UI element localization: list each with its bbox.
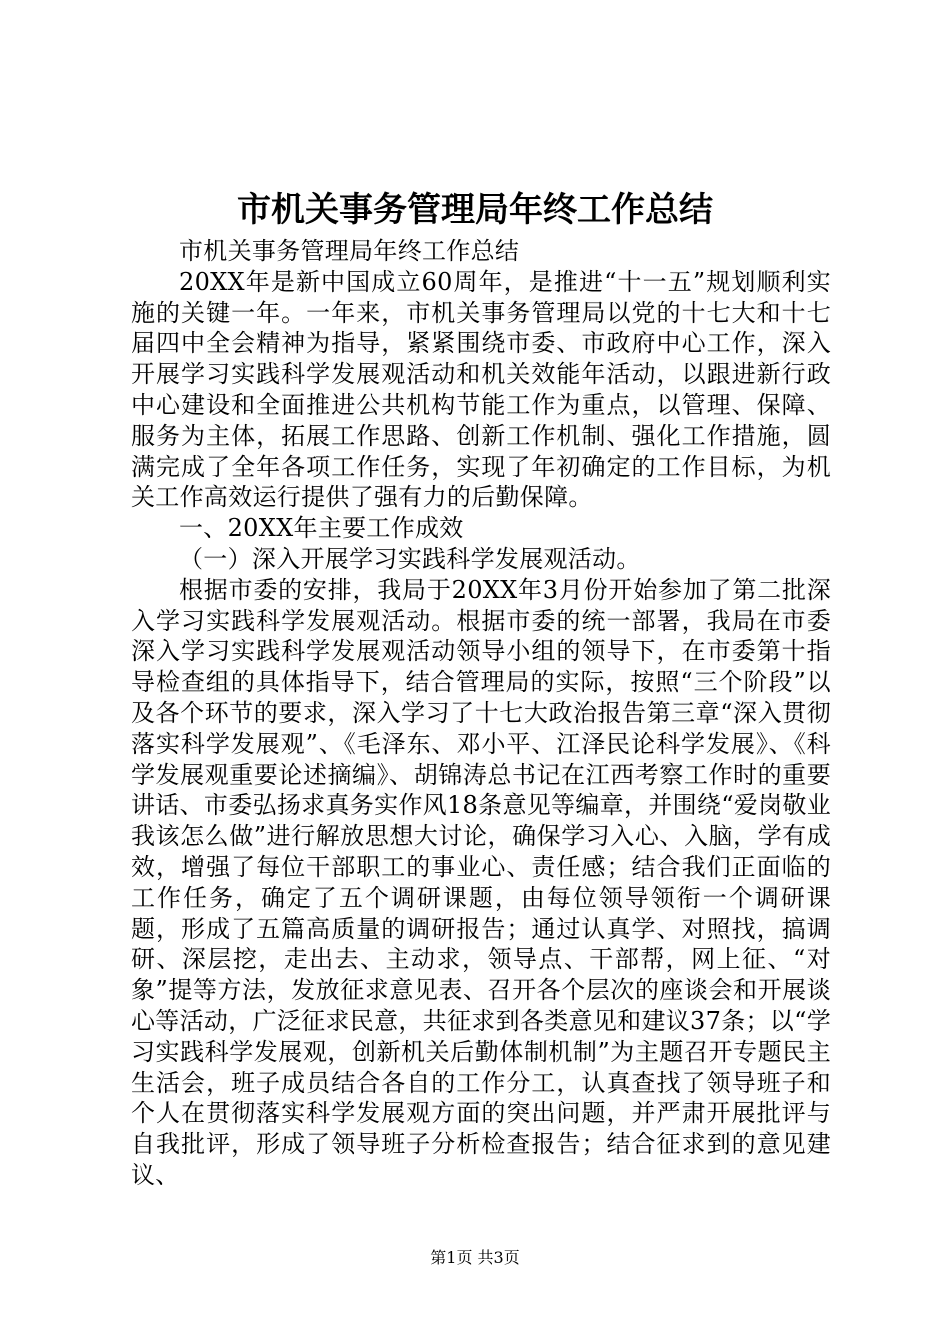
body-paragraph: 根据市委的安排，我局于20XX年3月份开始参加了第二批深入学习实践科学发展观活动。根据市委的统一部署，我局在市委深入学习实践科学发展观活动领导小组的领导下，在市委第十指导检查组的具体指导下，结合管理局的实际，按照“三个阶段”以及各个环节的要求，深入学习了十七大政治报告第三章“深入贯彻落实科学发展观”、《毛泽东、邓小平、江泽民论科学发展》、《科学发展观重要论述摘编》、胡锦涛总书记在江西考察工作时的重要讲话、市委弘扬求真务实作风18条意见等编章，并围绕“爱岗敬业我该怎么做”进行解放思想大讨论，确保学习入心、入脑，学有成效，增强了每位干部职工的事业心、责任感；结合我们正面临的工作任务，确定了五个调研课题，由每位领导领衔一个调研课题，形成了五篇高质量的调研报告；通过认真学、对照找，搞调研、深层挖，走出去、主动求，领导点、干部帮，网上征、“对象”提等方法，发放征求意见表、召开各个层次的座谈会和开展谈心等活动，广泛征求民意，共征求到各类意见和建议37条；以“学习实践科学发展观，创新机关后勤体制机制”为主题召开专题民主生活会，班子成员结合各自的工作分工，认真查找了领导班子和个人在贯彻落实科学发展观方面的突出问题，并严肃开展批评与自我批评，形成了领导班子分析检查报告；结合征求到的意见建议、	[131, 575, 831, 1189]
section-heading: 一、20XX年主要工作成效	[179, 514, 464, 543]
subsection-heading: （一）深入开展学习实践科学发展观活动。	[179, 544, 641, 573]
subtitle-paragraph: 市机关事务管理局年终工作总结	[179, 237, 520, 265]
document-title: 市机关事务管理局年终工作总结	[237, 190, 713, 230]
page-number-footer: 第1页 共3页	[430, 1248, 520, 1267]
intro-paragraph: 20XX年是新中国成立60周年，是推进“十一五”规划顺利实施的关键一年。一年来，市机关事务管理局以党的十七大和十七届四中全会精神为指导，紧紧围绕市委、市政府中心工作，深入开展学习实践科学发展观活动和机关效能年活动，以跟进新行政中心建设和全面推进公共机构节能工作为重点，以管理、保障、服务为主体，拓展工作思路、创新工作机制、强化工作措施，圆满完成了全年各项工作任务，实现了年初确定的工作目标，为机关工作高效运行提供了强有力的后勤保障。	[131, 267, 831, 512]
document-body	[131, 236, 831, 1191]
